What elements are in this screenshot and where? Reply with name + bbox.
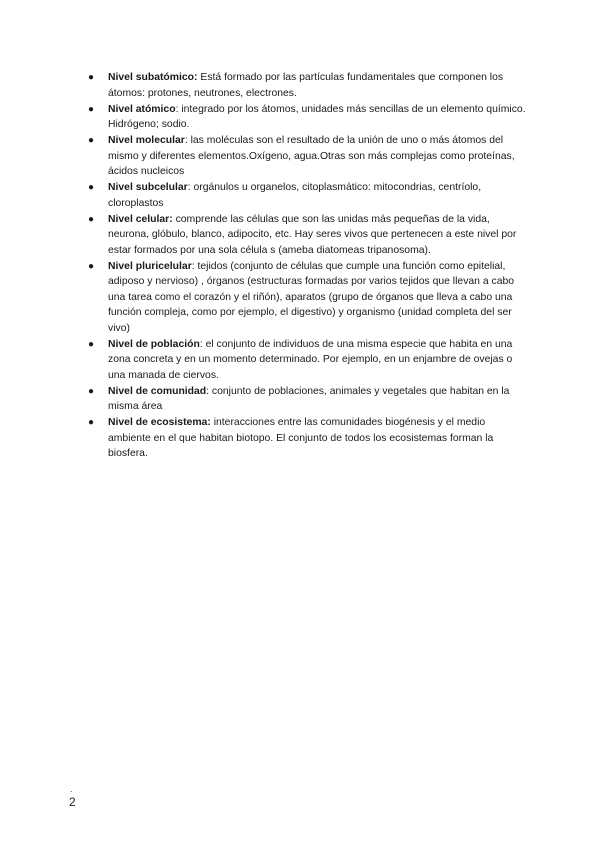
bullet-icon: ● xyxy=(88,213,95,225)
item-text: : orgánulos u organelos, citoplasmático: mitocondrias, centríolo, cloroplastos xyxy=(108,182,482,209)
list-item xyxy=(84,180,530,211)
list-item xyxy=(84,415,530,462)
bullet-icon: ● xyxy=(88,338,95,350)
item-text: : conjunto de poblaciones, animales y vegetales que habitan en la misma área xyxy=(108,385,510,412)
item-text: Está formado por las partículas fundamentales que componen los átomos: protones, neutrones, electrones. xyxy=(108,72,504,99)
item-term: Nivel de ecosistema: xyxy=(108,417,211,428)
item-text: interacciones entre las comunidades biogénesis y el medio ambiente en el que habitan biotopo. El conjunto de todos los ecosistemas forman la biosfera. xyxy=(108,417,494,459)
bullet-icon: ● xyxy=(88,135,95,146)
list-item xyxy=(84,133,530,180)
list-item xyxy=(84,102,530,133)
bullet-icon: ● xyxy=(88,385,95,397)
levels-list xyxy=(84,70,530,462)
page-number: 2 xyxy=(69,795,76,809)
item-term: Nivel de comunidad xyxy=(108,385,207,397)
item-term: Nivel subcelular xyxy=(108,182,188,193)
item-text: : las moléculas son el resultado de la unión de uno o más átomos del mismo y diferentes elementos.Oxígeno, agua.Otras son más complejas como proteínas, ácidos nucleicos xyxy=(108,135,515,177)
list-item xyxy=(84,70,530,101)
bullet-icon: ● xyxy=(88,182,95,193)
item-term: Nivel pluricelular xyxy=(108,260,192,272)
item-term: Nivel molecular xyxy=(108,135,185,146)
item-term: Nivel atómico xyxy=(108,103,176,115)
item-term: Nivel de población xyxy=(108,338,200,350)
item-text: : tejidos (conjunto de células que cumple una función como epitelial, adiposo y nervioso) , órganos (estructuras formadas por varios tejidos que llevan a cabo una tarea como el corazón y el riñón), aparatos (grupo de órganos que lleva a cabo una función compleja, como por ejemplo, el digestivo) y organismo (unidad completa del ser vivo) xyxy=(108,260,515,334)
list-item xyxy=(84,212,530,259)
item-text: : el conjunto de individuos de una misma especie que habita en una zona concreta y en un momento determinado. Por ejemplo, en un enjambre de ovejas o una manada de ciervos. xyxy=(108,338,513,381)
item-text: comprende las células que son las unidas más pequeñas de la vida, neurona, glóbulo, blanco, adipocito, etc. Hay seres vivos que pertenecen a este nivel por estar formados por una sola célula s (ameba diatomeas tripanosoma). xyxy=(108,213,517,256)
footer-dot: . xyxy=(70,784,73,794)
bullet-icon: ● xyxy=(88,417,95,428)
bullet-icon: ● xyxy=(88,72,95,83)
list-item xyxy=(84,259,530,337)
item-term: Nivel subatómico: xyxy=(108,72,198,83)
item-term: Nivel celular: xyxy=(108,213,173,225)
bullet-icon: ● xyxy=(88,103,95,115)
list-item xyxy=(84,384,530,415)
list-item xyxy=(84,337,530,384)
bullet-icon: ● xyxy=(88,260,95,272)
item-text: : integrado por los átomos, unidades más sencillas de un elemento químico. Hidrógeno; sodio. xyxy=(108,103,526,130)
